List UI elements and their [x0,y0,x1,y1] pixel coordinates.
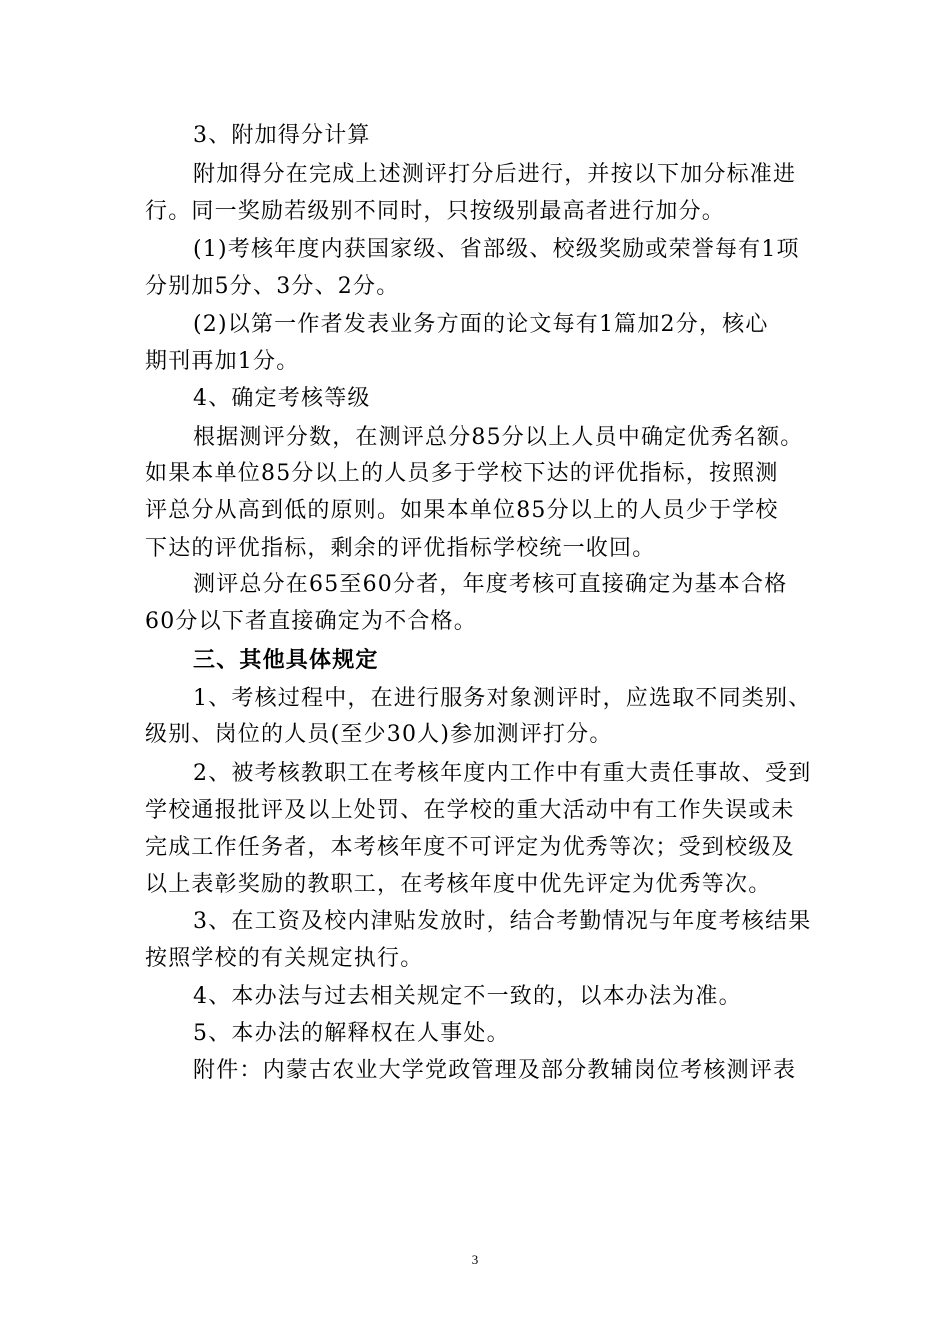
list-item-line: 分别加5分、3分、2分。 [145,274,400,299]
paragraph-line: 3、在工资及校内津贴发放时，结合考勤情况与年度考核结果 [193,909,812,934]
paragraph-line: 1、考核过程中，在进行服务对象测评时，应选取不同类别、 [193,686,812,711]
paragraph-line: 附加得分在完成上述测评打分后进行，并按以下加分标准进 [193,162,797,187]
paragraph-line: 级别、岗位的人员(至少30人)参加测评打分。 [145,722,613,747]
paragraph-line: 5、本办法的解释权在人事处。 [193,1021,510,1046]
paragraph-line: 测评总分在65至60分者，年度考核可直接确定为基本合格 [193,572,788,597]
paragraph-line: 完成工作任务者，本考核年度不可评定为优秀等次；受到校级及 [145,835,795,860]
paragraph-line: 4、本办法与过去相关规定不一致的，以本办法为准。 [193,984,742,1009]
paragraph-line: 评总分从高到低的原则。如果本单位85分以上的人员少于学校 [145,498,779,523]
paragraph-line: 按照学校的有关规定执行。 [145,946,424,971]
heading-additional-score: 3、附加得分计算 [193,123,371,148]
paragraph-line: 根据测评分数，在测评总分85分以上人员中确定优秀名额。 [193,425,804,450]
list-item-line: (2)以第一作者发表业务方面的论文每有1篇加2分，核心 [193,312,769,337]
section-heading-other-rules: 三、其他具体规定 [193,647,379,673]
attachment-line: 附件：内蒙古农业大学党政管理及部分教辅岗位考核测评表 [193,1058,797,1083]
list-item-line: 期刊再加1分。 [145,349,300,374]
paragraph-line: 学校通报批评及以上处罚、在学校的重大活动中有工作失误或未 [145,798,795,823]
paragraph-line: 2、被考核教职工在考核年度内工作中有重大责任事故、受到 [193,761,812,786]
paragraph-line: 下达的评优指标，剩余的评优指标学校统一收回。 [145,536,656,561]
list-item-line: (1)考核年度内获国家级、省部级、校级奖励或荣誉每有1项 [193,237,800,262]
paragraph-line: 如果本单位85分以上的人员多于学校下达的评优指标，按照测 [145,461,779,486]
page-number: 3 [471,1252,479,1267]
paragraph-line: 以上表彰奖励的教职工，在考核年度中优先评定为优秀等次。 [145,872,772,897]
paragraph-line: 行。同一奖励若级别不同时，只按级别最高者进行加分。 [145,199,726,224]
heading-assessment-grade: 4、确定考核等级 [193,386,371,411]
paragraph-line: 60分以下者直接确定为不合格。 [145,609,477,634]
